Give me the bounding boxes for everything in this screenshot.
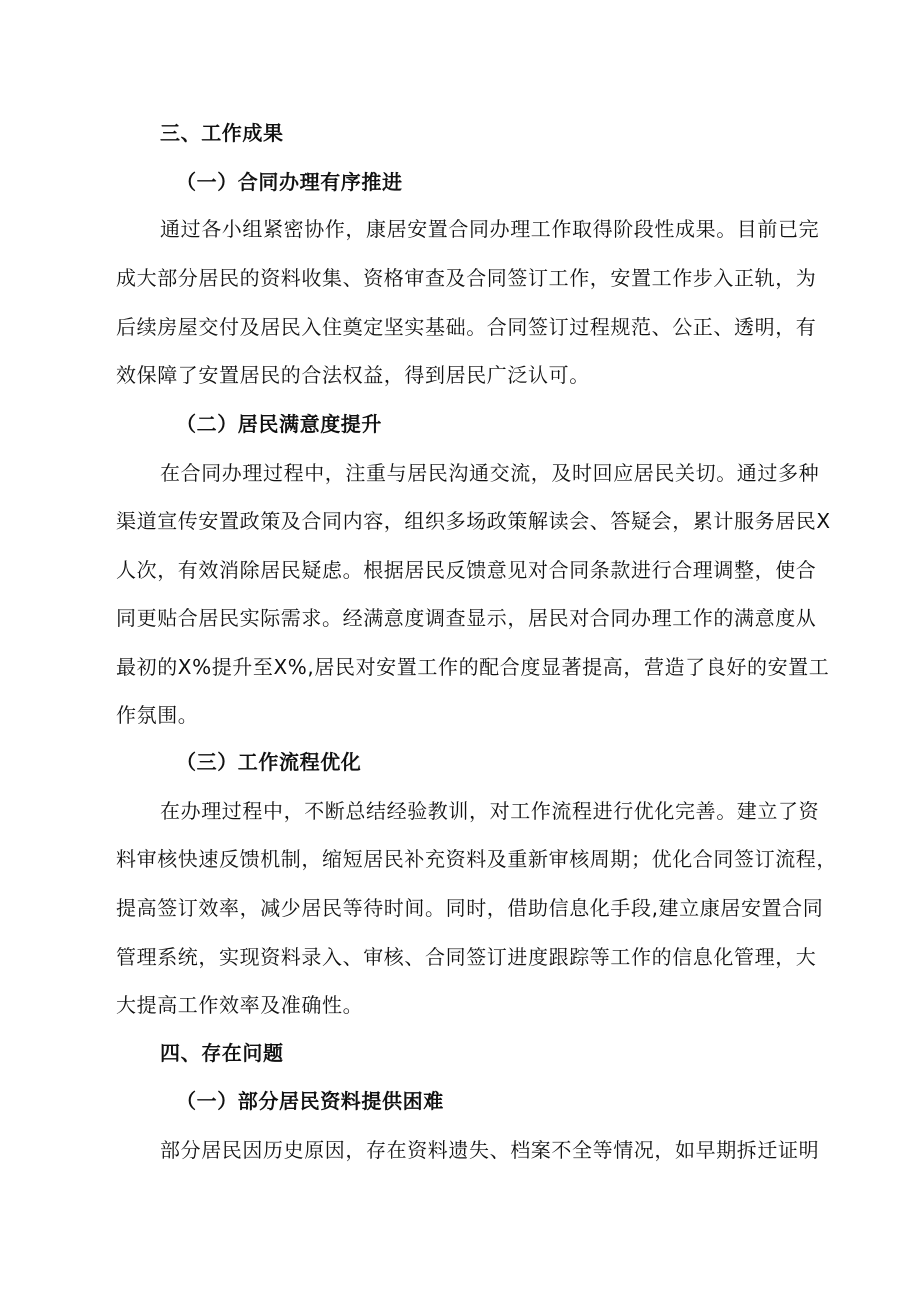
section-heading-results: 三、工作成果: [160, 121, 284, 145]
paragraph-line: 在合同办理过程中，注重与居民沟通交流，及时回应居民关切。通过多种: [160, 461, 820, 485]
paragraph-line: 渠道宣传安置政策及合同内容，组织多场政策解读会、答疑会，累计服务居民X: [116, 509, 831, 533]
paragraph-line: 提高签订效率，减少居民等待时间。同时，借助信息化手段,建立康居安置合同: [116, 896, 824, 920]
paragraph-line: 作氛围。: [116, 703, 199, 727]
paragraph-line: 通过各小组紧密协作，康居安置合同办理工作取得阶段性成果。目前已完: [160, 217, 820, 241]
paragraph-line: 大提高工作效率及准确性。: [116, 993, 364, 1017]
subheading-contract-progress: （一）合同办理有序推进: [176, 170, 403, 194]
paragraph-line: 效保障了安置居民的合法权益，得到居民广泛认可。: [116, 363, 590, 387]
subheading-satisfaction: （二）居民满意度提升: [176, 412, 382, 436]
paragraph-line: 在办理过程中，不断总结经验教训，对工作流程进行优化完善。建立了资: [160, 799, 820, 823]
subheading-process-optimization: （三）工作流程优化: [176, 750, 362, 774]
subheading-document-difficulty: （一）部分居民资料提供困难: [176, 1089, 444, 1113]
section-heading-problems: 四、存在问题: [160, 1041, 284, 1065]
paragraph-line: 后续房屋交付及居民入住奠定坚实基础。合同签订过程规范、公正、透明，有: [116, 315, 817, 339]
paragraph-line: 料审核快速反馈机制，缩短居民补充资料及重新审核周期；优化合同签订流程，: [116, 847, 837, 871]
paragraph-line: 人次，有效消除居民疑虑。根据居民反馈意见对合同条款进行合理调整，使合: [116, 558, 817, 582]
paragraph-line: 最初的X%提升至X%,居民对安置工作的配合度显著提高，营造了良好的安置工: [116, 655, 830, 679]
paragraph-line: 同更贴合居民实际需求。经满意度调查显示，居民对合同办理工作的满意度从: [116, 606, 817, 630]
paragraph-line: 部分居民因历史原因，存在资料遗失、档案不全等情况，如早期拆迁证明: [160, 1138, 820, 1162]
paragraph-line: 管理系统，实现资料录入、审核、合同签订进度跟踪等工作的信息化管理，大: [116, 945, 817, 969]
paragraph-line: 成大部分居民的资料收集、资格审查及合同签订工作，安置工作步入正轨，为: [116, 266, 817, 290]
